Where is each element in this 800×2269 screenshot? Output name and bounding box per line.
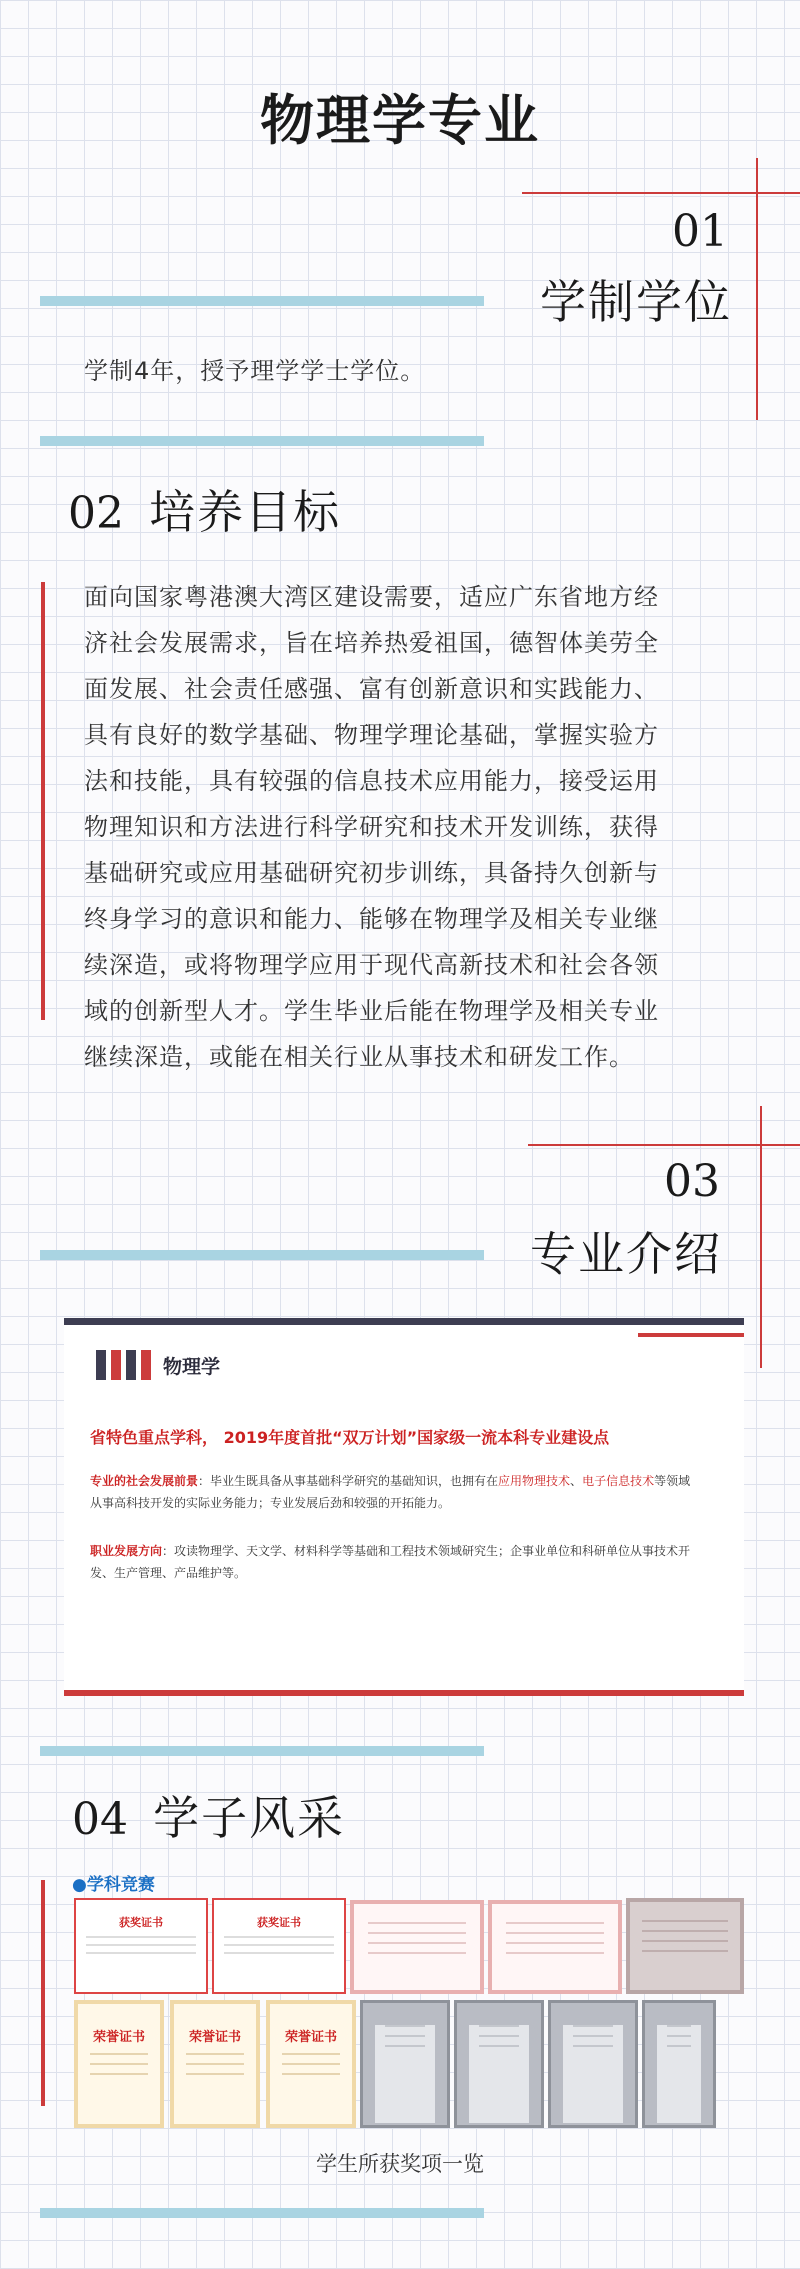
section-02-number: 02 [68,488,124,539]
framed-certificate [642,2000,716,2128]
section-03-title: 专业介绍 [530,1227,722,1281]
section-01-number: 01 [672,206,728,257]
intro-card-top-accent [638,1333,744,1337]
certificate-title: 荣誉证书 [188,2030,241,2045]
section-01-red-vline [756,158,758,420]
framed-certificate [548,2000,638,2128]
honor-certificate [170,2000,260,2128]
career-label: 职业发展方向 [90,1544,163,1558]
award-certificate [626,1898,744,1994]
section-02-title: 培养目标 [149,485,342,539]
body-line: 基础研究或应用基础研究初步训练，具备持久创新与 [84,859,659,887]
intro-card-highlight: 省特色重点学科， 2019年度首批“双万计划”国家级一流本科专业建设点 [90,1428,610,1447]
framed-certificate [360,2000,450,2128]
body-line: 法和技能，具有较强的信息技术应用能力，接受运用 [84,767,659,795]
section-01-body: 学制4年，授予理学学士学位。 [84,357,426,385]
award-certificate [488,1900,622,1994]
intro-card-logo-text: 物理学 [163,1356,221,1378]
page-title: 物理学专业 [260,88,540,152]
section-04-heading [72,1782,345,1848]
logo-block-icon [126,1350,136,1380]
section-02-body [84,574,744,1080]
body-line: 终身学习的意识和能力、能够在物理学及相关专业继 [84,905,659,933]
section-03-number: 03 [664,1156,720,1207]
section-04-title: 学子风采 [153,1791,346,1845]
body-line: 续深造，或将物理学应用于现代高新技术和社会各领 [84,951,659,979]
career-line-1 [90,1540,740,1562]
body-line: 具有良好的数学基础、物理学理论基础，掌握实验方 [84,721,659,749]
body-line: 面发展、社会责任感强、富有创新意识和实践能力、 [84,675,659,703]
section-01-title: 学制学位 [540,275,732,329]
career-text: ：攻读物理学、天文学、材料科学等基础和工程技术领域研究生；企事业单位和科研单位从事技术开 [162,1544,691,1558]
body-line: 继续深造，或能在相关行业从事技术和研发工作。 [84,1043,634,1071]
social-text: ：毕业生既具备从事基础科学研究的基础知识，也拥有在 [198,1474,499,1488]
section-02-red-left-bar [41,582,45,1020]
section-04-number: 04 [72,1794,128,1845]
bottom-blue-bar [40,2208,484,2218]
social-sep: 、 [570,1474,583,1488]
gallery-caption: 学生所获奖项一览 [316,2152,484,2176]
certificate-title: 获奖证书 [119,1916,163,1929]
award-certificate [74,1898,208,1994]
certificate-title: 荣誉证书 [92,2030,145,2045]
social-highlight-2: 电子信息技术 [582,1474,655,1488]
logo-block-icon [141,1350,151,1380]
body-line: 域的创新型人才。学生毕业后能在物理学及相关专业 [84,997,659,1025]
section-02-heading [68,476,341,542]
social-line-1 [90,1470,740,1492]
section-03-blue-bar [40,1250,484,1260]
career-line-2: 发、生产管理、产品维护等。 [90,1566,247,1580]
intro-card-bottom-bar [64,1690,744,1696]
section-01-bottom-bar [40,436,484,446]
social-line-2: 从事高科技开发的实际业务能力；专业发展后劲和较强的开拓能力。 [90,1496,451,1510]
social-highlight-1: 应用物理技术 [498,1474,571,1488]
certificate-title: 荣誉证书 [284,2030,337,2045]
framed-certificate [454,2000,544,2128]
body-line: 物理知识和方法进行科学研究和技术开发训练，获得 [84,813,659,841]
award-certificate [212,1898,346,1994]
section-03-red-vline [760,1106,762,1368]
body-line: 面向国家粤港澳大湾区建设需要，适应广东省地方经 [84,583,659,611]
social-text-end: 等领域 [654,1474,691,1488]
honor-certificate [74,2000,164,2128]
award-certificate [350,1900,484,1994]
section-04-blue-bar [40,1746,484,1756]
section-01-blue-bar [40,296,484,306]
intro-card-top-bar [64,1318,744,1325]
competition-tag: ●学科竞赛 [72,1875,155,1895]
honor-certificate [266,2000,356,2128]
section-04-red-left-bar [41,1880,45,2106]
intro-card-social [90,1470,740,1514]
social-label: 专业的社会发展前景 [90,1474,199,1488]
intro-card-career [90,1540,740,1584]
body-line: 济社会发展需求，旨在培养热爱祖国，德智体美劳全 [84,629,659,657]
certificate-title: 获奖证书 [257,1916,301,1929]
section-01-red-line [522,192,800,194]
logo-block-icon [96,1350,106,1380]
logo-block-icon [111,1350,121,1380]
